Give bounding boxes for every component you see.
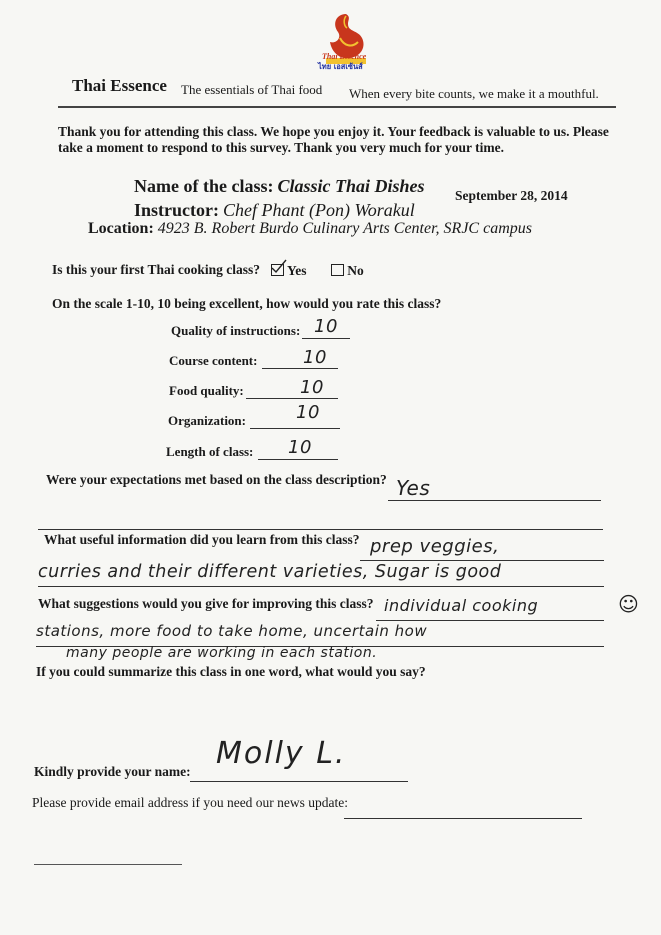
instructor-label: Instructor: (134, 200, 219, 220)
rating-label-length: Length of class: (166, 444, 254, 459)
rating-value-content: 10 (303, 347, 327, 368)
tagline: The essentials of Thai food (181, 82, 323, 97)
rating-value-organization: 10 (296, 402, 320, 423)
class-name-row (134, 176, 425, 197)
learned-line-2 (38, 586, 604, 587)
rating-line-length (258, 459, 338, 460)
footer-rule (34, 864, 182, 865)
expectations-question: Were your expectations met based on the class description? (46, 472, 387, 487)
instructor-row (134, 200, 415, 221)
rating-line-food (246, 398, 338, 399)
class-name-value: Classic Thai Dishes (277, 176, 425, 196)
expectations-answer: Yes (396, 476, 431, 500)
first-class-options (271, 263, 364, 279)
rating-label-instructions: Quality of instructions: (171, 323, 301, 338)
expectations-line-2 (38, 529, 603, 530)
suggestions-answer-line2: stations, more food to take home, uncertain how (36, 622, 428, 640)
yes-label: Yes (287, 263, 307, 278)
instructor-value: Chef Phant (Pon) Worakul (222, 200, 415, 220)
first-class-question: Is this your first Thai cooking class? (52, 262, 261, 277)
intro-text: Thank you for attending this class. We hope you enjoy it. Your feedback is valuable to us. Please take a moment to respond to this survey. Thank you very much for your time. (58, 124, 609, 155)
rating-line-organization (250, 428, 340, 429)
name-signature: Molly L. (216, 736, 347, 771)
rating-value-length: 10 (288, 437, 312, 458)
rating-label-organization: Organization: (168, 413, 246, 428)
rating-value-instructions: 10 (314, 316, 338, 337)
slogan: When every bite counts, we make it a mouthful. (349, 86, 599, 101)
brand-name: Thai Essence (72, 76, 167, 95)
expectations-line (388, 500, 601, 501)
rating-line-instructions (302, 338, 350, 339)
header-divider (58, 106, 616, 108)
rating-label-food: Food quality: (169, 383, 244, 398)
learned-line (360, 560, 604, 561)
suggestions-answer-line1: individual cooking (384, 596, 539, 615)
location-label: Location: (88, 220, 154, 237)
checkmark-icon (270, 259, 288, 275)
suggestions-answer-line3: many people are working in each station. (66, 645, 378, 661)
one-word-question: If you could summarize this class in one word, what would you say? (36, 664, 426, 679)
class-date: September 28, 2014 (455, 188, 568, 203)
smiley: ☺ (618, 592, 640, 616)
rating-value-food: 10 (300, 377, 324, 398)
logo-thai-text: ไทย เอสเซ้นส์ (318, 62, 363, 71)
no-checkbox[interactable] (331, 264, 344, 276)
learned-question: What useful information did you learn from this class? (44, 532, 360, 547)
rating-label-content: Course content: (169, 353, 258, 368)
learned-answer-line2: curries and their different varieties, Sugar is good (38, 562, 502, 582)
suggestions-line (376, 620, 604, 621)
location-value: 4923 B. Robert Burdo Culinary Arts Center, SRJC campus (157, 220, 532, 237)
name-line (190, 781, 408, 782)
yes-checkbox[interactable] (271, 264, 284, 276)
rating-question: On the scale 1-10, 10 being excellent, how would you rate this class? (52, 296, 442, 311)
logo-text: Thai Essence (322, 52, 367, 61)
rating-line-content (262, 368, 338, 369)
location-row (88, 220, 532, 238)
name-label: Kindly provide your name: (34, 764, 191, 779)
suggestions-question: What suggestions would you give for improving this class? (38, 596, 374, 611)
email-line (344, 818, 582, 819)
no-label: No (347, 263, 364, 278)
class-name-label: Name of the class: (134, 176, 274, 196)
learned-answer-line1: prep veggies, (370, 536, 500, 557)
email-label: Please provide email address if you need our news update: (32, 795, 349, 810)
